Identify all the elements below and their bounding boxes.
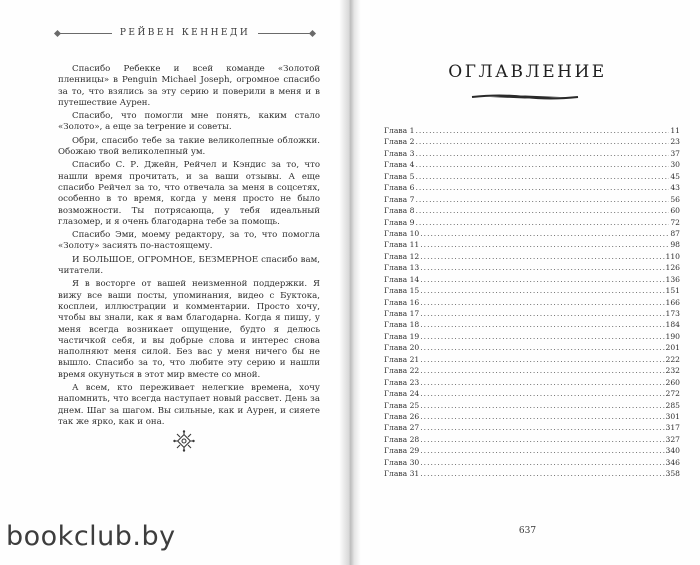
toc-entry	[384, 468, 680, 479]
acknowledgments-text	[58, 64, 320, 430]
toc-dot-leader	[415, 182, 669, 193]
paragraph: Спасибо, что помогли мне понять, каким стало «Золото», а еще за terpение и советы.	[58, 111, 320, 133]
toc-page-number: 317	[665, 423, 680, 433]
toc-chapter-label: Глава 1	[384, 126, 415, 135]
toc-dot-leader	[420, 422, 664, 433]
toc-page-number: 151	[665, 286, 680, 296]
toc-entry	[384, 171, 680, 182]
paragraph: Обри, спасибо тебе за такие великолепные обложки. Обожаю твой великолепный ум.	[58, 135, 320, 158]
toc-page-number: 272	[665, 389, 680, 399]
toc-dot-leader	[420, 331, 664, 342]
toc-dot-leader	[415, 125, 669, 136]
toc-entry	[384, 136, 680, 147]
toc-dot-leader	[415, 171, 669, 182]
toc-entry	[384, 159, 680, 170]
paragraph: И БОЛЬШОЕ, ОГРОМНОЕ, БЕЗМЕРНОЕ спасибо вам, читатели.	[58, 254, 320, 277]
toc-chapter-label: Глава 20	[384, 343, 420, 353]
toc-dot-leader	[420, 400, 664, 411]
toc-chapter-label: Глава 25	[384, 400, 420, 410]
toc-dot-leader	[420, 297, 664, 308]
paragraph: Спасибо Эми, моему редактору, за то, что помогла «Золоту» засиять по-настоящему.	[58, 230, 320, 252]
toc-chapter-label: Глава 18	[384, 320, 420, 330]
toc-page-number: 346	[665, 457, 680, 467]
paragraph: Спасибо С. Р. Джейн, Рейчел и Кэндис за то, что нашли время прочитать, и за ваши отзывы. А еще спасибо Рейчел за то, что отвечала за меня в соцсетях, особенно в то время, когда у меня просто не было возможности. Ты потрясающа, у тебя идеальный глазомер, и я очень благодарна тебе за помощь.	[58, 160, 320, 227]
toc-page-number: 201	[665, 343, 680, 353]
toc-entry	[384, 228, 680, 239]
toc-page-number: 110	[665, 251, 680, 261]
toc-dot-leader	[415, 205, 669, 216]
toc-entry	[384, 445, 680, 456]
toc-dot-leader	[420, 434, 664, 445]
toc-chapter-label: Глава 14	[384, 274, 420, 284]
toc-chapter-label: Глава 15	[384, 286, 420, 296]
toc-dot-leader	[415, 136, 669, 147]
toc-entry	[384, 194, 680, 205]
toc-dot-leader	[420, 274, 664, 285]
running-header	[55, 28, 315, 38]
toc-entry	[384, 285, 680, 296]
toc-page-number: 260	[665, 377, 680, 387]
toc-dot-leader	[420, 285, 664, 296]
toc-dot-leader	[415, 217, 669, 228]
toc-page-number: 184	[665, 320, 680, 330]
toc-entry	[384, 342, 680, 353]
toc-page-number: 87	[670, 228, 680, 238]
header-rule-right	[258, 33, 315, 34]
toc-chapter-label: Глава 27	[384, 423, 420, 433]
toc-page-number: 136	[665, 274, 680, 284]
toc-chapter-label: Глава 2	[384, 137, 415, 147]
toc-entry	[384, 434, 680, 445]
toc-page-number: 173	[665, 309, 680, 318]
toc-page-number: 222	[665, 354, 680, 364]
toc-entry	[384, 239, 680, 250]
toc-entry	[384, 354, 680, 365]
toc-dot-leader	[420, 228, 669, 239]
toc-entry	[384, 422, 680, 433]
toc-page-number: 43	[670, 183, 680, 193]
toc-page-number: 30	[670, 160, 680, 170]
toc-chapter-label: Глава 8	[384, 206, 415, 216]
toc-page-number: 301	[665, 411, 680, 421]
toc-chapter-label: Глава 13	[384, 263, 420, 273]
toc-entry	[384, 148, 680, 159]
toc-entry	[384, 365, 680, 376]
toc-entry	[384, 217, 680, 228]
toc-dot-leader	[420, 354, 664, 365]
toc-chapter-label: Глава 9	[384, 217, 415, 227]
paragraph: Спасибо Ребекке и всей команде «Золотой пленницы» в Penguin Michael Joseph, огромное спасибо за то, что взялись за эту серию и поверили в меня и в путешествие Аурен.	[58, 64, 320, 108]
toc-entry	[384, 308, 680, 319]
header-rule-left	[55, 33, 112, 34]
toc-dot-leader	[420, 365, 664, 376]
toc-chapter-label: Глава 4	[384, 160, 415, 170]
toc-page-number: 327	[665, 434, 680, 444]
toc-page-number: 11	[670, 126, 680, 135]
toc-title: ОГЛАВЛЕНИЕ	[448, 62, 607, 82]
book-gutter	[339, 0, 361, 565]
toc-chapter-label: Глава 7	[384, 194, 415, 204]
toc-page-number: 60	[670, 206, 680, 216]
toc-chapter-label: Глава 11	[384, 240, 420, 250]
toc-dot-leader	[415, 194, 669, 205]
toc-chapter-label: Глава 16	[384, 297, 420, 307]
toc-page-number: 190	[665, 331, 680, 341]
author-name: РЕЙВЕН КЕННЕДИ	[119, 28, 251, 38]
toc-chapter-label: Глава 23	[384, 377, 420, 387]
toc-dot-leader	[415, 159, 669, 170]
paragraph: А всем, кто переживает нелегкие времена, хочу напомнить, что всегда наступает новый рассвет. День за днем. Шаг за шагом. Вы сильные, как и Аурен, и сияете так же ярко, как и она.	[58, 383, 320, 427]
toc-entry	[384, 388, 680, 399]
toc-chapter-label: Глава 3	[384, 148, 415, 158]
toc-page-number: 126	[665, 263, 680, 273]
toc-entry	[384, 262, 680, 273]
toc-entry	[384, 251, 680, 262]
toc-chapter-label: Глава 12	[384, 251, 420, 261]
toc-chapter-label: Глава 30	[384, 457, 420, 467]
toc-dot-leader	[420, 308, 664, 319]
toc-chapter-label: Глава 26	[384, 411, 420, 421]
toc-chapter-label: Глава 21	[384, 354, 420, 364]
toc-entry	[384, 411, 680, 422]
toc-chapter-label: Глава 10	[384, 228, 420, 238]
toc-page-number: 340	[665, 446, 680, 456]
toc-entry	[384, 205, 680, 216]
toc-dot-leader	[420, 468, 664, 479]
toc-dot-leader	[420, 319, 664, 330]
toc-page-number: 72	[670, 217, 680, 227]
toc-entry	[384, 331, 680, 342]
toc-entry	[384, 377, 680, 388]
toc-dot-leader	[420, 342, 664, 353]
toc-dot-leader	[420, 377, 664, 388]
toc-page-number: 23	[670, 137, 680, 147]
toc-page-number: 98	[670, 240, 680, 250]
toc-page-number: 358	[665, 469, 680, 479]
toc-entry	[384, 297, 680, 308]
toc-page-number: 56	[670, 194, 680, 204]
toc-dot-leader	[415, 148, 669, 159]
toc-chapter-label: Глава 29	[384, 446, 420, 456]
toc-dot-leader	[420, 262, 664, 273]
toc-dot-leader	[420, 388, 664, 399]
toc-entry	[384, 125, 680, 136]
toc-page-number: 45	[670, 171, 680, 181]
toc-page-number: 232	[665, 366, 680, 376]
toc-dot-leader	[420, 411, 664, 422]
toc-dot-leader	[420, 457, 664, 468]
toc-entry	[384, 400, 680, 411]
toc-chapter-label: Глава 22	[384, 366, 420, 376]
toc-chapter-label: Глава 17	[384, 309, 420, 318]
toc-entry	[384, 274, 680, 285]
toc-dot-leader	[420, 239, 669, 250]
toc-entry	[384, 182, 680, 193]
toc-chapter-label: Глава 6	[384, 183, 415, 193]
toc-dot-leader	[420, 445, 664, 456]
page-number: 637	[518, 526, 537, 536]
toc-entry	[384, 319, 680, 330]
toc-chapter-label: Глава 28	[384, 434, 420, 444]
toc-chapter-label: Глава 31	[384, 469, 420, 479]
watermark: bookclub.by	[6, 521, 176, 552]
decorative-ornament-icon	[173, 430, 195, 452]
title-flourish-icon	[470, 93, 580, 101]
toc-chapter-label: Глава 24	[384, 389, 420, 399]
table-of-contents	[384, 125, 680, 480]
toc-dot-leader	[420, 251, 664, 262]
toc-page-number: 166	[665, 297, 680, 307]
toc-page-number: 285	[665, 400, 680, 410]
toc-chapter-label: Глава 19	[384, 331, 420, 341]
paragraph: Я в восторге от вашей неизменной поддержки. Я вижу все ваши посты, упоминания, видео с Буктока, косплеи, иллюстрации и комментарии. Просто хочу, чтобы вы знали, как я вам благодарна. Когда я пишу, у меня всегда возникает ощущение, будто я делюсь частичкой себя, и вы добрые слова и интерес снова наполняют меня силой. Без вас у меня ничего бы не вышло. Спасибо за то, что любите эту серию и нашли время окунуться в этот мир вместе со мной.	[58, 279, 320, 380]
toc-entry	[384, 457, 680, 468]
toc-chapter-label: Глава 5	[384, 171, 415, 181]
toc-page-number: 37	[670, 148, 680, 158]
